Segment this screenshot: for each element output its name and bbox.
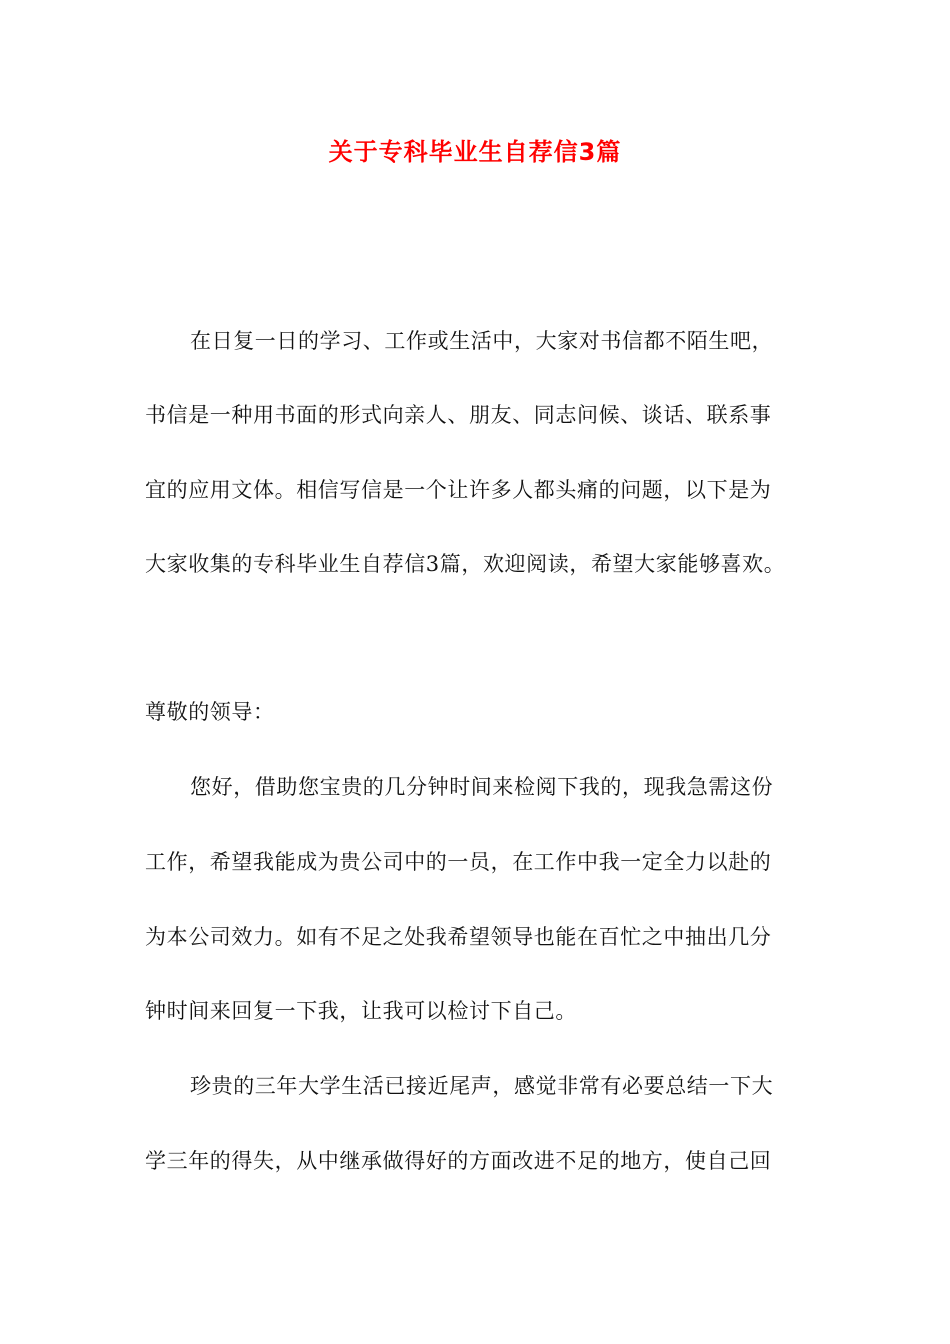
body-line-4: 钟时间来回复一下我，让我可以检讨下自己。: [145, 999, 577, 1023]
document-title: 关于专科毕业生自荐信3篇: [328, 138, 622, 166]
body-line-2: 工作，希望我能成为贵公司中的一员，在工作中我一定全力以赴的: [145, 850, 772, 874]
salutation: 尊敬的领导：: [145, 700, 275, 724]
body-line-3: 为本公司效力。如有不足之处我希望领导也能在百忙之中抽出几分: [145, 925, 772, 949]
intro-line-4: 大家收集的专科毕业生自荐信3篇，欢迎阅读，希望大家能够喜欢。: [145, 552, 786, 576]
body-line-6: 学三年的得失，从中继承做得好的方面改进不足的地方，使自己回: [145, 1149, 772, 1173]
intro-line-1: 在日复一日的学习、工作或生活中，大家对书信都不陌生吧，: [190, 329, 774, 353]
intro-line-3: 宜的应用文体。相信写信是一个让许多人都头痛的问题，以下是为: [145, 478, 772, 502]
intro-line-2: 书信是一种用书面的形式向亲人、朋友、同志问候、谈话、联系事: [145, 403, 772, 427]
body-line-5: 珍贵的三年大学生活已接近尾声，感觉非常有必要总结一下大: [190, 1074, 774, 1098]
body-line-1: 您好，借助您宝贵的几分钟时间来检阅下我的，现我急需这份: [190, 775, 774, 799]
